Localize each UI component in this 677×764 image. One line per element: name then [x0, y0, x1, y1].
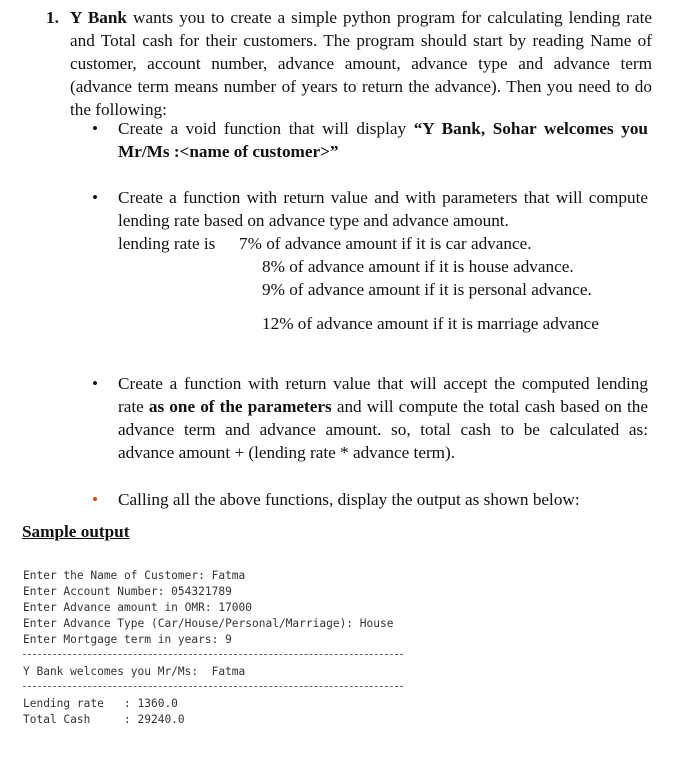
bullet-bold-text: as one of the parameters: [148, 397, 332, 416]
rate-prefix: lending rate is: [118, 234, 216, 253]
console-input-2: Enter Account Number: 054321789: [23, 585, 232, 598]
rate-car: 7% of advance amount if it is car advance.: [239, 234, 532, 253]
bullet-marker: •: [92, 374, 99, 393]
question-1: [46, 6, 652, 121]
bullet-marker: •: [92, 188, 99, 207]
question-intro: [70, 6, 652, 121]
console-divider: [23, 686, 403, 687]
console-total-cash: Total Cash : 29240.0: [23, 713, 185, 726]
bullet-display-output: [92, 488, 648, 511]
console-input-4: Enter Advance Type (Car/House/Personal/Marriage): House: [23, 617, 394, 630]
bullet-text: Create a function with return value and with parameters that will compute lending rate based on advance type and advance amount.: [118, 188, 648, 230]
console-divider: [23, 654, 403, 655]
console-welcome-line: Y Bank welcomes you Mr/Ms: Fatma: [23, 665, 246, 678]
sample-output-heading: Sample output: [22, 522, 130, 541]
console-input-3: Enter Advance amount in OMR: 17000: [23, 601, 253, 614]
console-input-5: Enter Mortgage term in years: 9: [23, 633, 232, 646]
welcome-message-spec: “Y Bank, Sohar welcomes you Mr/Ms :<name of customer>”: [118, 119, 648, 161]
question-number: 1.: [46, 8, 59, 27]
console-lending-rate: Lending rate : 1360.0: [23, 697, 178, 710]
console-input-1: Enter the Name of Customer: Fatma: [23, 569, 246, 582]
bullet-void-function: [92, 117, 648, 163]
bullet-total-cash-function: [92, 372, 648, 464]
bullet-text-a: Create a function with return value that will accept the computed lending rate: [118, 374, 648, 416]
bullet-text: Create a void function that will display: [118, 119, 414, 138]
bullet-lending-rate-function: [92, 186, 648, 232]
bullet-marker: •: [92, 490, 99, 509]
intro-text: wants you to create a simple python program for calculating lending rate and Total cash for their customers. The program should start by reading Name of customer, account number, advance amount, advance type and advance term (advance term means number of years to return the advance). Then you need to do the following:: [70, 8, 652, 119]
rate-personal: 9% of advance amount if it is personal advance.: [262, 280, 592, 299]
bullet-text-b: and will compute the total cash based on the advance term and advance amount. so, total cash to be calculated as: advance amount + (lending rate * advance term).: [118, 397, 648, 462]
rate-marriage: 12% of advance amount if it is marriage advance: [262, 314, 599, 333]
bullet-marker: •: [92, 119, 99, 138]
bullet-text: Calling all the above functions, display the output as shown below:: [118, 490, 580, 509]
rate-house: 8% of advance amount if it is house advance.: [262, 257, 574, 276]
bank-name: Y Bank: [70, 8, 127, 27]
